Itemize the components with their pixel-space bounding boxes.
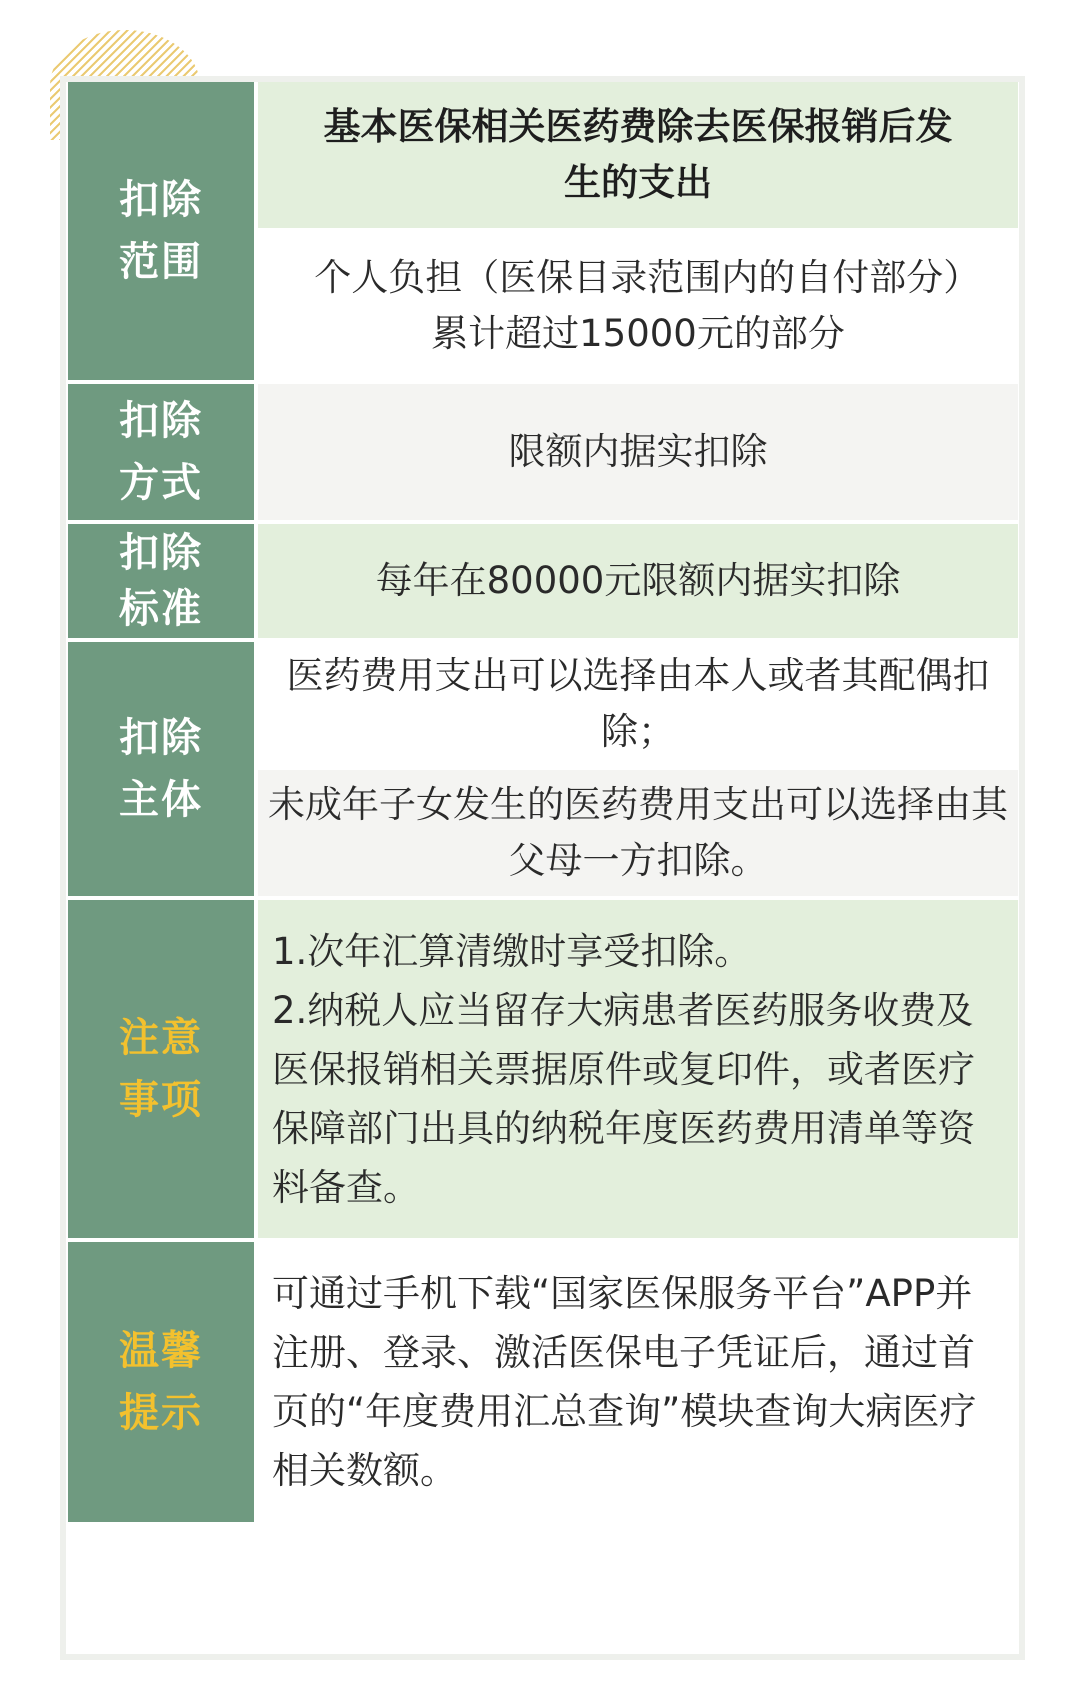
- label-line: 范围: [119, 239, 203, 285]
- method-cell: [258, 384, 1018, 520]
- label-line: 提示: [119, 1390, 203, 1436]
- label-line: 扣除: [119, 398, 203, 444]
- row-deduction-method: [68, 384, 1018, 520]
- row-deduction-subject: [68, 642, 1018, 896]
- label-line: 扣除: [119, 177, 203, 223]
- row-label-subject: [68, 642, 254, 896]
- label-line: 扣除: [119, 530, 203, 576]
- label-line: 事项: [119, 1077, 203, 1123]
- notes-cell: [258, 900, 1018, 1238]
- standard-cell: [258, 524, 1018, 638]
- scope-definition-cell: [258, 82, 1018, 228]
- label-line: 方式: [119, 460, 203, 506]
- row-deduction-standard: [68, 524, 1018, 638]
- method-text: 限额内据实扣除: [508, 430, 768, 473]
- tips-text: 可通过手机下载“国家医保服务平台”APP并注册、登录、激活医保电子凭证后，通过首页的“年度费用汇总查询”模块查询大病医疗相关数额。: [272, 1272, 977, 1492]
- subject-self-spouse-cell: [258, 642, 1018, 766]
- label-line: 注意: [119, 1015, 203, 1061]
- row-label-method: [68, 384, 254, 520]
- label-line: 主体: [119, 777, 203, 823]
- row-deduction-scope: [68, 82, 1018, 380]
- tips-cell: [258, 1242, 1018, 1522]
- row-label-standard: [68, 524, 254, 638]
- scope-personal-burden-text: 个人负担（医保目录范围内的自付部分）累计超过15000元的部分: [314, 256, 962, 355]
- subject-self-spouse-text: 医药费用支出可以选择由本人或者其配偶扣除；: [286, 654, 990, 753]
- row-label-notes: [68, 900, 254, 1238]
- subject-minor-children-text: 未成年子女发生的医药费用支出可以选择由其父母一方扣除。: [268, 783, 1008, 882]
- label-line: 标准: [119, 586, 203, 632]
- notes-text: 1.次年汇算清缴时享受扣除。 2.纳税人应当留存大病患者医药服务收费及医保报销相关票据原件或复印件，或者医疗保障部门出具的纳税年度医药费用清单等资料备查。: [272, 929, 975, 1209]
- scope-personal-burden-cell: [258, 232, 1018, 380]
- scope-definition-text: 基本医保相关医药费除去医保报销后发生的支出: [323, 105, 953, 204]
- row-tips: [68, 1242, 1018, 1522]
- row-label-tips: [68, 1242, 254, 1522]
- standard-text: 每年在80000元限额内据实扣除: [375, 559, 901, 602]
- subject-minor-children-cell: [258, 770, 1018, 896]
- row-notes: [68, 900, 1018, 1238]
- label-line: 扣除: [119, 715, 203, 761]
- row-label-scope: [68, 82, 254, 380]
- label-line: 温馨: [119, 1328, 203, 1374]
